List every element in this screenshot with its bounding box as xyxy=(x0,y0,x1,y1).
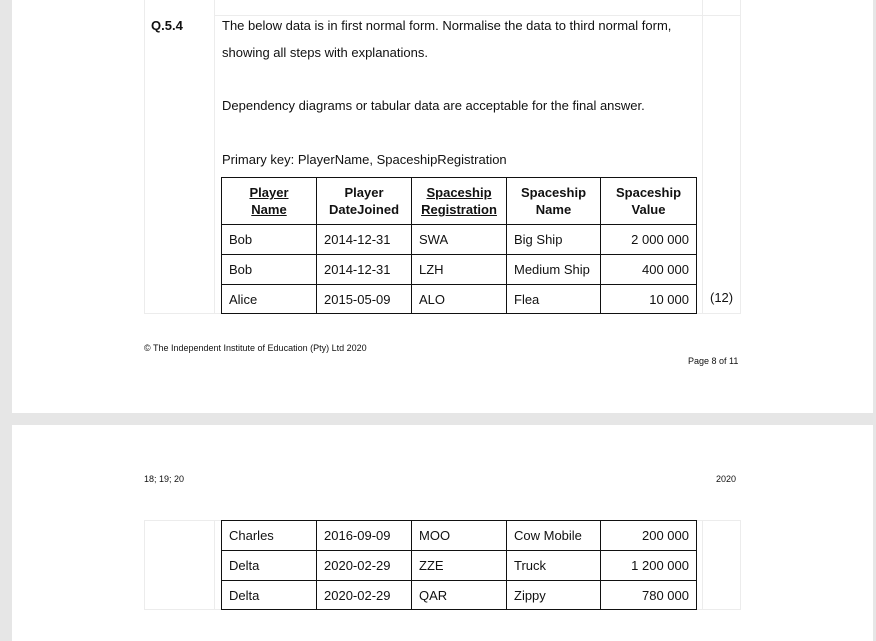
cell-player-datejoined: 2020-02-29 xyxy=(317,581,412,610)
table-row xyxy=(222,255,697,285)
cell-spaceship-registration: SWA xyxy=(412,225,507,255)
question-number: Q.5.4 xyxy=(151,18,183,33)
cell-player-name: Bob xyxy=(222,225,317,255)
cell-spaceship-name: Zippy xyxy=(507,581,601,610)
header-right: 2020 xyxy=(716,474,737,484)
table-row xyxy=(222,581,697,610)
cell-spaceship-name: Flea xyxy=(507,285,601,314)
data-table-page1 xyxy=(221,177,697,314)
document-page-1 xyxy=(12,0,873,413)
marks-cell-continued xyxy=(702,520,741,610)
table-row xyxy=(222,225,697,255)
header-player-name: Player Name xyxy=(222,178,317,225)
cell-spaceship-registration: MOO xyxy=(412,521,507,551)
cell-spaceship-registration: ALO xyxy=(412,285,507,314)
cell-spaceship-name: Medium Ship xyxy=(507,255,601,285)
cell-spaceship-name: Truck xyxy=(507,551,601,581)
table-header-row xyxy=(222,178,697,225)
cell-spaceship-value: 780 000 xyxy=(601,581,697,610)
marks-cell-top xyxy=(702,0,741,16)
cell-spaceship-value: 2 000 000 xyxy=(601,225,697,255)
data-table-page2 xyxy=(221,520,697,610)
cell-player-datejoined: 2014-12-31 xyxy=(317,255,412,285)
cell-spaceship-name: Cow Mobile xyxy=(507,521,601,551)
page-number: Page 8 of 11 xyxy=(688,356,739,366)
header-left: 18; 19; 20 xyxy=(144,474,185,484)
cell-spaceship-registration: LZH xyxy=(412,255,507,285)
cell-spaceship-registration: QAR xyxy=(412,581,507,610)
question-text-cell-top xyxy=(214,0,703,16)
cell-player-datejoined: 2020-02-29 xyxy=(317,551,412,581)
cell-spaceship-value: 1 200 000 xyxy=(601,551,697,581)
table-row xyxy=(222,285,697,314)
question-number-cell-continued xyxy=(144,520,215,610)
cell-player-datejoined: 2014-12-31 xyxy=(317,225,412,255)
document-page-2 xyxy=(12,425,873,641)
cell-spaceship-value: 200 000 xyxy=(601,521,697,551)
cell-player-name: Delta xyxy=(222,581,317,610)
header-spaceship-name: Spaceship Name xyxy=(507,178,601,225)
table-row xyxy=(222,551,697,581)
cell-spaceship-name: Big Ship xyxy=(507,225,601,255)
question-line-2: showing all steps with explanations. xyxy=(222,45,428,60)
cell-player-name: Charles xyxy=(222,521,317,551)
marks-cell xyxy=(702,15,741,314)
cell-spaceship-registration: ZZE xyxy=(412,551,507,581)
question-number-cell xyxy=(144,0,215,314)
question-line-1: The below data is in first normal form. Normalise the data to third normal form, xyxy=(222,18,672,33)
cell-spaceship-value: 10 000 xyxy=(601,285,697,314)
header-player-datejoined: Player DateJoined xyxy=(317,178,412,225)
cell-player-datejoined: 2016-09-09 xyxy=(317,521,412,551)
cell-player-name: Alice xyxy=(222,285,317,314)
cell-player-name: Bob xyxy=(222,255,317,285)
cell-spaceship-value: 400 000 xyxy=(601,255,697,285)
marks-value: (12) xyxy=(710,290,734,305)
header-spaceship-registration: Spaceship Registration xyxy=(412,178,507,225)
table-row xyxy=(222,521,697,551)
header-spaceship-value: Spaceship Value xyxy=(601,178,697,225)
question-line-3: Dependency diagrams or tabular data are acceptable for the final answer. xyxy=(222,98,645,113)
primary-key-text: Primary key: PlayerName, SpaceshipRegistration xyxy=(222,152,507,167)
copyright-footer: © The Independent Institute of Education (Pty) Ltd 2020 xyxy=(144,343,367,353)
cell-player-datejoined: 2015-05-09 xyxy=(317,285,412,314)
cell-player-name: Delta xyxy=(222,551,317,581)
